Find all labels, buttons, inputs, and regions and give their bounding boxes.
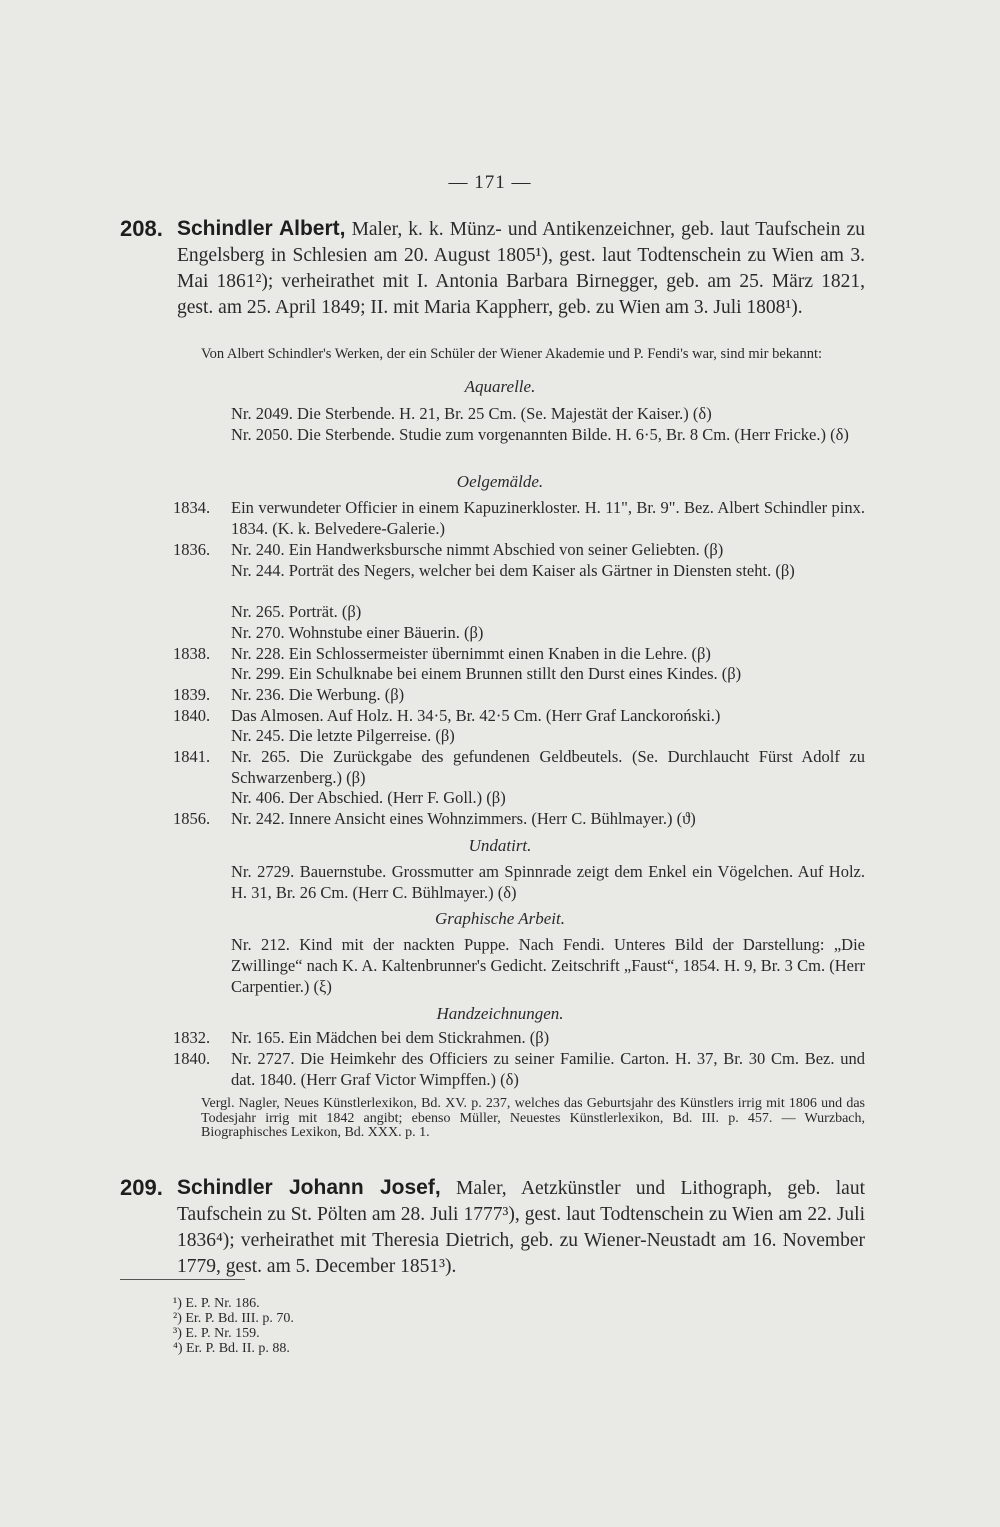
reference-note: Vergl. Nagler, Neues Künstlerlexikon, Bd. XV. p. 237, welches das Geburtsjahr des Künstlers irrig mit 1806 und das Todesjahr irrig mit 1842 angibt; ebenso Müller, Neuestes Künstlerlexikon, Bd. III. p. 457. — Wurzbach, Biographisches Lexikon, Bd. XXX. p. 1. xyxy=(201,1096,865,1140)
item-text: Nr. 165. Ein Mädchen bei dem Stickrahmen. (β) xyxy=(231,1028,550,1047)
list-item xyxy=(231,726,865,747)
footnote: ⁴) Er. P. Bd. II. p. 88. xyxy=(173,1341,290,1356)
list-item xyxy=(173,685,865,706)
entry-209 xyxy=(120,1175,865,1280)
item-text: Das Almosen. Auf Holz. H. 34·5, Br. 42·5 Cm. (Herr Graf Lanckoroński.) xyxy=(231,706,721,725)
item-year: 1841. xyxy=(173,747,211,766)
item-text: Nr. 236. Die Werbung. (β) xyxy=(231,685,405,704)
item-text: Ein verwundeter Officier in einem Kapuzinerkloster. H. 11", Br. 9". Bez. Albert Schindler pinx. 1834. (K. k. Belvedere-Galerie.) xyxy=(231,498,865,538)
entry-208-text: Maler, k. k. Münz- und Antikenzeichner, geb. laut Taufschein zu Engelsberg in Schlesien am 20. August 1805¹), gest. laut Todtenschein zu Wien am 3. Mai 1861²); verheirathet mit I. Antonia Barbara Birnegger, geb. am 25. März 1821, gest. am 25. April 1849; II. mit Maria Kappherr, geb. zu Wien am 3. Juli 1808¹). xyxy=(177,219,865,318)
entry-208 xyxy=(120,216,865,321)
list-item xyxy=(173,644,865,665)
entry-208-name: Schindler Albert, xyxy=(177,217,346,240)
item-text: Nr. 2727. Die Heimkehr des Officiers zu seiner Familie. Carton. H. 37, Br. 30 Cm. Bez. und dat. 1840. (Herr Graf Victor Wimpffen.) (δ) xyxy=(231,1049,865,1089)
list-item xyxy=(173,498,865,540)
section-heading-oelgemaelde: Oelgemälde. xyxy=(456,472,544,491)
footnote: ¹) E. P. Nr. 186. xyxy=(173,1296,260,1311)
item-text: Nr. 265. Die Zurückgabe des gefundenen Geldbeutels. (Se. Durchlaucht Fürst Adolf zu Schwarzenberg.) (β) xyxy=(231,747,865,787)
item-text: Nr. 245. Die letzte Pilgerreise. (β) xyxy=(231,726,455,745)
section-heading-aquarelle: Aquarelle. xyxy=(464,377,536,396)
entry-208-number: 208. xyxy=(120,216,163,241)
page-number: — 171 — xyxy=(448,172,532,193)
entry-209-text: Maler, Aetzkünstler und Lithograph, geb. laut Taufschein zu St. Pölten am 28. Juli 1777³), gest. laut Todtenschein zu Wien am 22. Juli 1836⁴); verheirathet mit Theresia Dietrich, geb. zu Wiener-Neustadt am 16. November 1779, gest. am 5. December 1851³). xyxy=(177,1178,865,1277)
item-year: 1840. xyxy=(173,706,211,725)
list-item xyxy=(231,561,865,582)
list-item xyxy=(173,540,865,561)
item-year: 1840. xyxy=(173,1049,211,1068)
list-item xyxy=(173,706,865,727)
item-text: Nr. 2729. Bauernstube. Grossmutter am Spinnrade zeigt dem Enkel ein Vögelchen. Auf Holz. H. 31, Br. 26 Cm. (Herr C. Bühlmayer.) (δ) xyxy=(231,862,865,902)
item-text: Nr. 265. Porträt. (β) xyxy=(231,602,362,621)
entry-208-intro: Von Albert Schindler's Werken, der ein Schüler der Wiener Akademie und P. Fendi's war, sind mir bekannt: xyxy=(201,346,823,362)
list-item xyxy=(231,602,865,623)
list-item xyxy=(173,809,865,830)
list-item xyxy=(231,664,865,685)
item-year: 1839. xyxy=(173,685,211,704)
item-text: Nr. 240. Ein Handwerksbursche nimmt Abschied von seiner Geliebten. (β) xyxy=(231,540,724,559)
list-item xyxy=(173,1049,865,1091)
entry-209-number: 209. xyxy=(120,1175,163,1200)
entry-209-name: Schindler Johann Josef, xyxy=(177,1176,441,1199)
item-year: 1836. xyxy=(173,540,211,559)
list-item xyxy=(173,1028,865,1049)
item-text: Nr. 2049. Die Sterbende. H. 21, Br. 25 Cm. (Se. Majestät der Kaiser.) (δ) xyxy=(231,404,712,423)
item-text: Nr. 2050. Die Sterbende. Studie zum vorgenannten Bilde. H. 6·5, Br. 8 Cm. (Herr Fricke.) (δ) xyxy=(231,425,849,444)
section-heading-graphische: Graphische Arbeit. xyxy=(434,909,565,928)
section-heading-undatirt: Undatirt. xyxy=(468,836,532,855)
footnote-divider xyxy=(120,1279,245,1280)
item-text: Nr. 242. Innere Ansicht eines Wohnzimmers. (Herr C. Bühlmayer.) (ϑ) xyxy=(231,809,696,828)
footnote: ²) Er. P. Bd. III. p. 70. xyxy=(173,1311,294,1326)
list-item xyxy=(231,788,865,809)
item-text: Nr. 270. Wohnstube einer Bäuerin. (β) xyxy=(231,623,484,642)
footnote: ³) E. P. Nr. 159. xyxy=(173,1326,260,1341)
item-year: 1856. xyxy=(173,809,211,828)
list-item xyxy=(231,935,865,997)
list-item xyxy=(231,425,865,446)
section-heading-handzeichnungen: Handzeichnungen. xyxy=(436,1004,564,1023)
list-item xyxy=(231,862,865,904)
item-text: Nr. 228. Ein Schlossermeister übernimmt einen Knaben in die Lehre. (β) xyxy=(231,644,711,663)
item-year: 1838. xyxy=(173,644,211,663)
item-text: Nr. 299. Ein Schulknabe bei einem Brunnen stillt den Durst eines Kindes. (β) xyxy=(231,664,742,683)
list-item xyxy=(231,404,865,425)
item-text: Nr. 212. Kind mit der nackten Puppe. Nach Fendi. Unteres Bild der Darstellung: „Die Zwillinge“ nach K. A. Kaltenbrunner's Gedicht. Zeitschrift „Faust“, 1854. H. 9, Br. 3 Cm. (Herr Carpentier.) (ξ) xyxy=(231,935,865,996)
item-year: 1834. xyxy=(173,498,211,517)
list-item xyxy=(173,747,865,789)
item-text: Nr. 244. Porträt des Negers, welcher bei dem Kaiser als Gärtner in Diensten steht. (β) xyxy=(231,561,795,580)
item-text: Nr. 406. Der Abschied. (Herr F. Goll.) (β) xyxy=(231,788,506,807)
item-year: 1832. xyxy=(173,1028,211,1047)
list-item xyxy=(231,623,865,644)
